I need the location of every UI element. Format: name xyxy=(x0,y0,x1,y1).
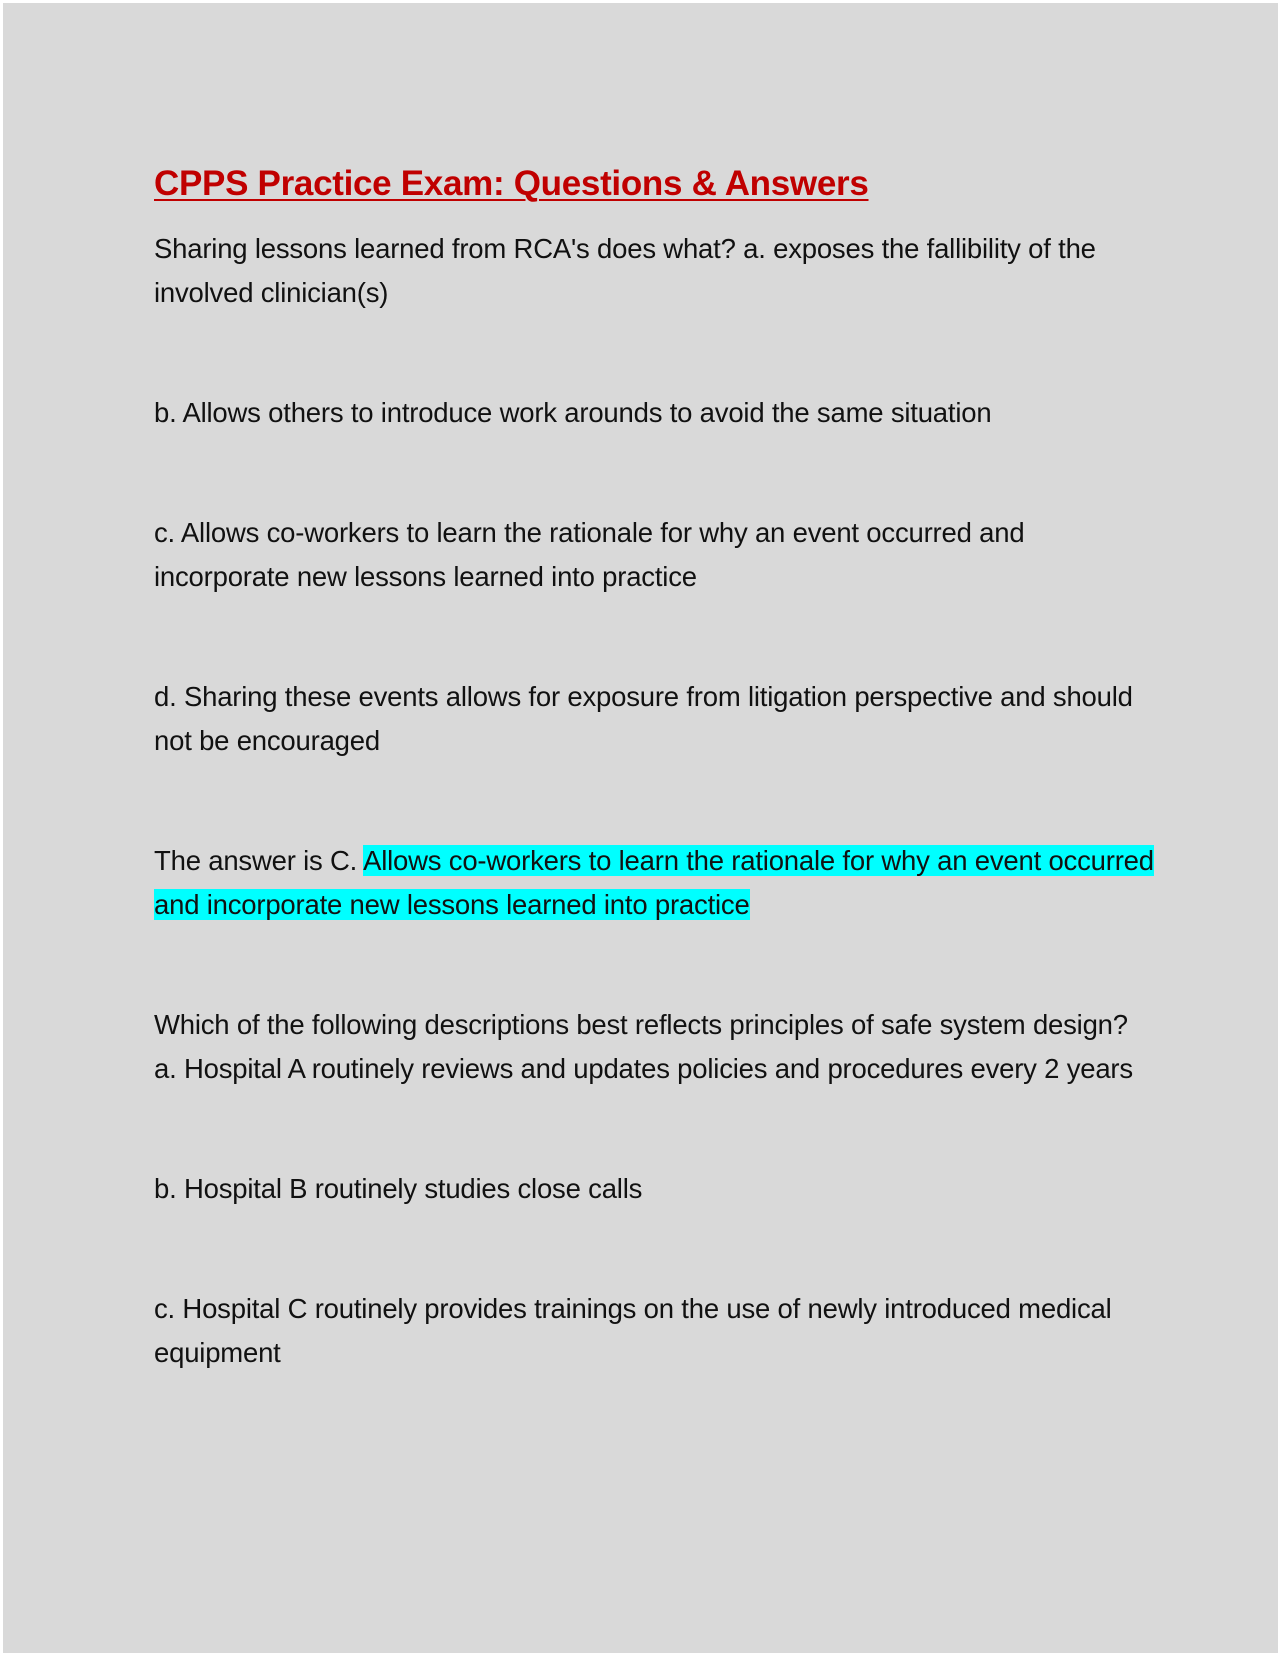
q1-option-d: d. Sharing these events allows for exposure from litigation perspective and should not be encouraged xyxy=(154,681,1133,756)
q1-answer xyxy=(154,839,1154,927)
q2-option-b: b. Hospital B routinely studies close calls xyxy=(154,1173,643,1204)
q1-option-c: c. Allows co-workers to learn the rationale for why an event occurred and incorporate new lessons learned into practice xyxy=(154,517,1025,592)
q2-option-c: c. Hospital C routinely provides trainings on the use of newly introduced medical equipment xyxy=(154,1293,1112,1368)
document-page xyxy=(3,3,1278,1653)
q2-question: Which of the following descriptions best reflects principles of safe system design? a. Hospital A routinely reviews and updates policies and procedures every 2 years xyxy=(154,1009,1133,1084)
document-title: CPPS Practice Exam: Questions & Answers xyxy=(154,164,869,203)
q1-answer-prefix: The answer is C. xyxy=(154,845,358,876)
document-content xyxy=(154,161,1154,1375)
q1-option-b: b. Allows others to introduce work arounds to avoid the same situation xyxy=(154,397,992,428)
q1-question: Sharing lessons learned from RCA's does what? a. exposes the fallibility of the involved clinician(s) xyxy=(154,233,1096,308)
q1-answer-highlight: Allows co-workers to learn the rationale for why an event occurred and incorporate new lessons learned into practice xyxy=(154,845,1154,920)
